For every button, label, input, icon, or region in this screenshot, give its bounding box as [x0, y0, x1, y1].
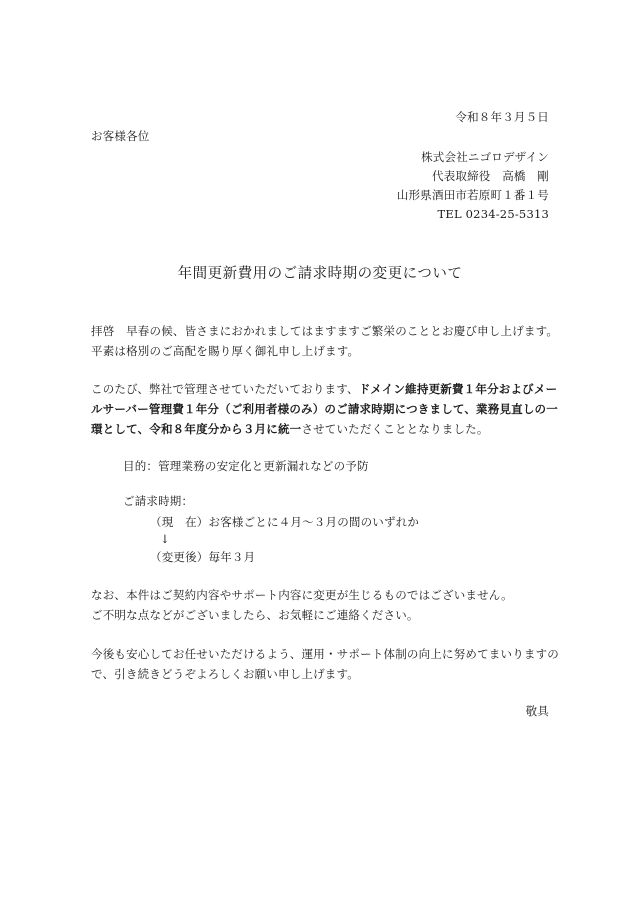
note-paragraph — [91, 585, 561, 625]
notice-line-3-bold: 環として、令和８年度分から３月に統一 — [91, 422, 302, 436]
note-line-1: なお、本件はご契約内容やサポート内容に変更が生じるものではございません。 — [91, 588, 513, 602]
sender-address: 山形県酒田市若原町１番１号 — [396, 188, 549, 202]
recipient: お客様各位 — [91, 129, 150, 143]
billing-current: （現 在）お客様ごとに４月～３月の間のいずれか — [150, 515, 420, 529]
letter-title: 年間更新費用のご請求時期の変更について — [177, 266, 463, 282]
down-arrow-icon: ↓ — [160, 532, 170, 546]
notice-line-1-bold: ドメイン維持更新費１年分およびメー — [358, 382, 558, 396]
closing-line-1: 今後も安心してお任せいただけるよう、運用・サポート体制の向上に努めてまいりますの — [91, 647, 559, 661]
closing-paragraph — [91, 644, 561, 684]
notice-line-2-bold: ルサーバー管理費１年分（ご利用者様のみ）のご請求時期につきまして、業務見直しの一 — [91, 402, 558, 416]
note-line-2: ご不明な点などがございましたら、お気軽にご連絡ください。 — [91, 608, 419, 622]
letter-date: 令和８年３月５日 — [455, 110, 549, 124]
sender-company: 株式会社ニゴロデザイン — [421, 150, 549, 164]
notice-line-3 — [91, 419, 561, 439]
closing-word: 敬具 — [525, 704, 549, 718]
greeting-line-2: 平素は格別のご高配を賜り厚く御礼申し上げます。 — [91, 344, 360, 358]
greeting-line-1: 拝啓 早春の候、皆さまにおかれましてはますますご繁栄のこととお慶び申し上げます。 — [91, 324, 559, 338]
notice-line-1 — [91, 379, 561, 399]
notice-line-1-plain: このたび、弊社で管理させていただいております、 — [91, 382, 359, 396]
billing-after: （変更後）毎年３月 — [150, 550, 256, 564]
notice-paragraph — [91, 379, 561, 439]
greeting-paragraph — [91, 321, 561, 361]
notice-line-3-plain: させていただくこととなりました。 — [301, 422, 489, 436]
notice-line-2 — [91, 399, 561, 419]
sender-representative: 代表取締役 高橋 剛 — [432, 169, 549, 183]
sender-block — [397, 148, 549, 224]
closing-line-2: で、引き続きどうぞよろしくお願い申し上げます。 — [91, 667, 359, 681]
billing-label: ご請求時期： — [123, 494, 194, 508]
sender-tel: TEL 0234-25-5313 — [437, 207, 549, 221]
purpose-line: 目的：管理業務の安定化と更新漏れなどの予防 — [123, 459, 369, 473]
